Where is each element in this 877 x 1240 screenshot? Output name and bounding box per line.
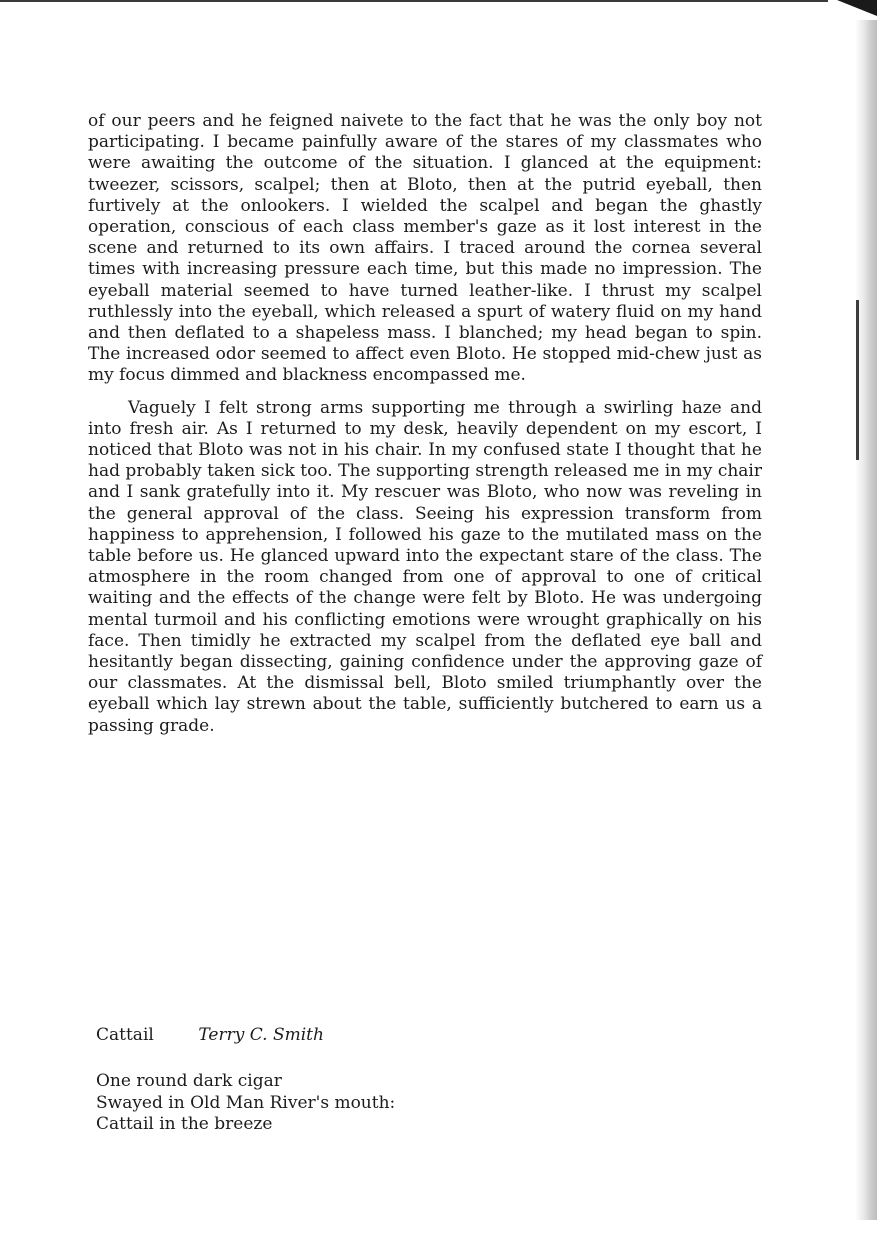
poem-author: Terry C. Smith <box>198 1025 324 1045</box>
page-edge-line <box>856 300 859 460</box>
poem-line: Cattail in the breeze <box>96 1114 273 1134</box>
poem-header <box>96 1024 324 1046</box>
story-text <box>88 111 762 737</box>
page-edge-shadow <box>855 20 877 1220</box>
story-paragraph-2: Vaguely I felt strong arms supporting me through a swirling haze and into fresh air. As I returned to my desk, heavily dependent on my escort, I noticed that Bloto was not in his chair. In my confused state I thought that he had probably taken sick too. The supporting strength released me in my chair and I sank gratefully into it. My rescuer was Bloto, who now was reveling in the general approval of the class. Seeing his expression transform from happiness to apprehension, I followed his gaze to the mutilated mass on the table before us. He glanced upward into the expectant stare of the class. The atmosphere in the room changed from one of approval to one of critical waiting and the effects of the change were felt by Bloto. He was undergoing mental turmoil and his conflicting emotions were wrought graphically on his face. Then timidly he extracted my scalpel from the deflated eye ball and hesitantly began dissecting, gaining confidence under the approving gaze of our classmates. At the dismissal bell, Bloto smiled triumphantly over the eyeball which lay strewn about the table, sufficiently butchered to earn us a passing grade. <box>88 397 762 736</box>
top-rule <box>0 0 828 2</box>
corner-mark <box>837 0 877 16</box>
poem-line: One round dark cigar <box>96 1071 282 1091</box>
poem-title: Cattail <box>96 1025 154 1045</box>
poem-body <box>96 1071 395 1136</box>
story-paragraph-1: of our peers and he feigned naivete to the fact that he was the only boy not participating. I became painfully aware of the stares of my classmates who were awaiting the outcome of the situation. I glanced at the equipment: tweezer, scissors, scalpel; then at Bloto, then at the putrid eyeball, then furtively at the onlookers. I wielded the scalpel and began the ghastly operation, conscious of each class member's gaze as it lost interest in the scene and returned to its own affairs. I traced around the cornea several times with increasing pressure each time, but this made no impression. The eyeball material seemed to have turned leather-like. I thrust my scalpel ruthlessly into the eyeball, which released a spurt of watery fluid on my hand and then deflated to a shapeless mass. I blanched; my head began to spin. The increased odor seemed to affect even Bloto. He stopped mid-chew just as my focus dimmed and blackness encompassed me. <box>88 111 762 386</box>
poem-line: Swayed in Old Man River's mouth: <box>96 1092 396 1113</box>
